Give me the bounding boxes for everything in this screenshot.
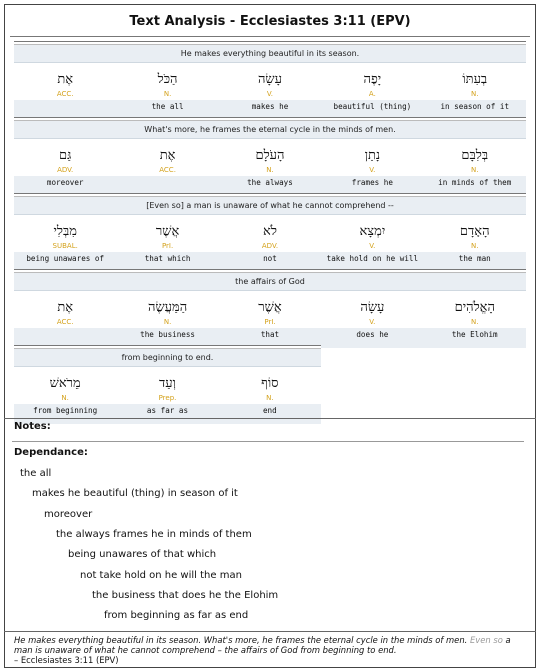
word-cell <box>424 139 526 196</box>
hebrew-word: בְעִתּוֹ <box>462 72 488 87</box>
hebrew-word: אֶת <box>159 148 176 163</box>
word-cell <box>14 291 116 348</box>
english-gloss: the business <box>116 328 218 348</box>
word-cell <box>14 367 116 424</box>
english-gloss: that <box>219 328 321 348</box>
footer-text-1: He makes everything beautiful in its season. What's more, he frames the eternal cycle in the minds of men. <box>14 635 470 645</box>
block-gloss: What's more, he frames the eternal cycle in the minds of men. <box>14 121 526 139</box>
notes-label: Notes: <box>14 421 51 432</box>
hebrew-word: הָאָדָם <box>459 224 490 239</box>
part-of-speech: N. <box>471 166 479 174</box>
word-cell <box>219 367 321 424</box>
english-gloss: the Elohim <box>424 328 526 348</box>
english-gloss: does he <box>321 328 423 348</box>
part-of-speech: A. <box>368 90 376 98</box>
part-of-speech: PrI. <box>264 318 276 326</box>
part-of-speech: N. <box>61 394 69 402</box>
english-gloss: in season of it <box>424 100 526 120</box>
part-of-speech: N. <box>266 166 274 174</box>
verse-block <box>14 345 321 424</box>
hebrew-word: יִמְצָא <box>359 224 386 239</box>
word-cell <box>219 215 321 272</box>
part-of-speech: N. <box>471 318 479 326</box>
word-cell <box>14 63 116 120</box>
word-cell <box>424 215 526 272</box>
dependance-line: from beginning as far as end <box>104 610 249 622</box>
word-row <box>14 215 526 272</box>
english-gloss: moreover <box>14 176 116 196</box>
word-cell <box>116 291 218 348</box>
part-of-speech: Prep. <box>158 394 177 402</box>
hebrew-word: מִבְּלִי <box>53 224 77 239</box>
hebrew-word: עָשָׂה <box>360 300 385 315</box>
dependance-line: the always frames he in minds of them <box>56 528 252 540</box>
part-of-speech: ACC. <box>159 166 176 174</box>
hebrew-word: הָעֹלָם <box>255 148 285 163</box>
hebrew-word: אֶת <box>57 72 74 87</box>
verse-block <box>14 193 526 272</box>
part-of-speech: N. <box>471 90 479 98</box>
notes-rule <box>12 441 524 442</box>
english-gloss: take hold on he will <box>321 252 423 272</box>
english-gloss: end <box>219 404 321 424</box>
part-of-speech: ACC. <box>56 90 74 98</box>
word-row <box>14 367 321 424</box>
english-gloss: in minds of them <box>424 176 526 196</box>
hebrew-word: אֲשֶׁר <box>258 300 282 315</box>
dependance-line: the business that does he the Elohim <box>92 589 279 601</box>
verse-block <box>14 117 526 196</box>
part-of-speech: ADV. <box>57 166 74 174</box>
word-cell <box>424 63 526 120</box>
english-gloss: makes he <box>219 100 321 120</box>
hebrew-word: עָשָׂה <box>257 72 282 87</box>
hebrew-word: הָאֱלֹהִים <box>454 300 495 315</box>
part-of-speech: N. <box>163 318 172 326</box>
footer-translation <box>14 635 530 665</box>
english-gloss: frames he <box>321 176 423 196</box>
word-cell <box>116 63 218 120</box>
title-rule <box>10 36 530 37</box>
part-of-speech: N. <box>266 394 274 402</box>
word-cell <box>219 63 321 120</box>
hebrew-word: גַּם <box>58 148 72 163</box>
part-of-speech: PrI. <box>161 242 174 250</box>
dependance-line: being unawares of that which <box>68 549 217 561</box>
dependance-line: not take hold on he will the man <box>80 569 242 581</box>
block-gloss: He makes everything beautiful in its season. <box>14 45 526 63</box>
part-of-speech: N. <box>471 242 479 250</box>
word-cell <box>14 139 116 196</box>
part-of-speech: N. <box>163 90 172 98</box>
word-cell <box>219 139 321 196</box>
word-cell <box>424 291 526 348</box>
block-gloss: the affairs of God <box>14 273 526 291</box>
word-row <box>14 291 526 348</box>
word-cell <box>14 215 116 272</box>
hebrew-word: הַמַּעֲשֶׂה <box>147 300 188 315</box>
dependance-label: Dependance: <box>14 447 88 458</box>
word-cell <box>219 291 321 348</box>
word-cell <box>116 139 218 196</box>
english-gloss: that which <box>116 252 218 272</box>
dependance-line: moreover <box>44 508 93 520</box>
word-cell <box>321 291 423 348</box>
part-of-speech: ACC. <box>56 318 74 326</box>
footer-text-faded: Even so <box>469 635 503 645</box>
notes-separator <box>4 418 536 419</box>
hebrew-word: יָפֶה <box>363 72 382 87</box>
word-cell <box>116 367 218 424</box>
word-cell <box>321 215 423 272</box>
block-gloss: from beginning to end. <box>14 349 321 367</box>
verse-block <box>14 269 526 348</box>
part-of-speech: V. <box>266 90 274 98</box>
hebrew-word: מֵרֹאשׁ <box>49 376 81 391</box>
verse-block <box>14 41 526 120</box>
hebrew-word: בְּלִבָּם <box>461 148 489 163</box>
part-of-speech: SUBAL. <box>52 242 78 250</box>
block-gloss: [Even so] a man is unaware of what he cannot comprehend -- <box>14 197 526 215</box>
footer-text-2: a man is unaware of what he cannot comprehend – the affairs of God from beginning to end. <box>14 635 511 655</box>
english-gloss: being unawares of <box>14 252 116 272</box>
english-gloss: from beginning <box>14 404 116 424</box>
word-cell <box>321 63 423 120</box>
english-gloss: as far as <box>116 404 218 424</box>
hebrew-word: לֹא <box>263 224 277 239</box>
part-of-speech: ADV. <box>261 242 279 250</box>
english-gloss: beautiful (thing) <box>321 100 423 120</box>
hebrew-word: נָתַן <box>364 148 381 163</box>
hebrew-word: אֶת <box>57 300 74 315</box>
part-of-speech: V. <box>369 318 376 326</box>
hebrew-word: אֲשֶׁר <box>155 224 180 239</box>
page-title: Text Analysis - Ecclesiastes 3:11 (EPV) <box>129 14 411 29</box>
english-gloss: the always <box>219 176 321 196</box>
word-cell <box>321 139 423 196</box>
dependance-line: the all <box>20 468 52 479</box>
part-of-speech: V. <box>369 166 376 174</box>
hebrew-word: וְעַד <box>159 376 176 391</box>
word-row <box>14 139 526 196</box>
hebrew-word: הַכֹּל <box>157 72 178 87</box>
word-row <box>14 63 526 120</box>
footer-separator <box>4 631 536 632</box>
hebrew-word: סוֹף <box>261 376 279 391</box>
part-of-speech: V. <box>369 242 376 250</box>
english-gloss: the all <box>116 100 218 120</box>
english-gloss: not <box>219 252 321 272</box>
footer-reference: – Ecclesiastes 3:11 (EPV) <box>14 655 119 665</box>
english-gloss: the man <box>424 252 526 272</box>
dependance-line: makes he beautiful (thing) in season of it <box>32 488 238 500</box>
word-cell <box>116 215 218 272</box>
